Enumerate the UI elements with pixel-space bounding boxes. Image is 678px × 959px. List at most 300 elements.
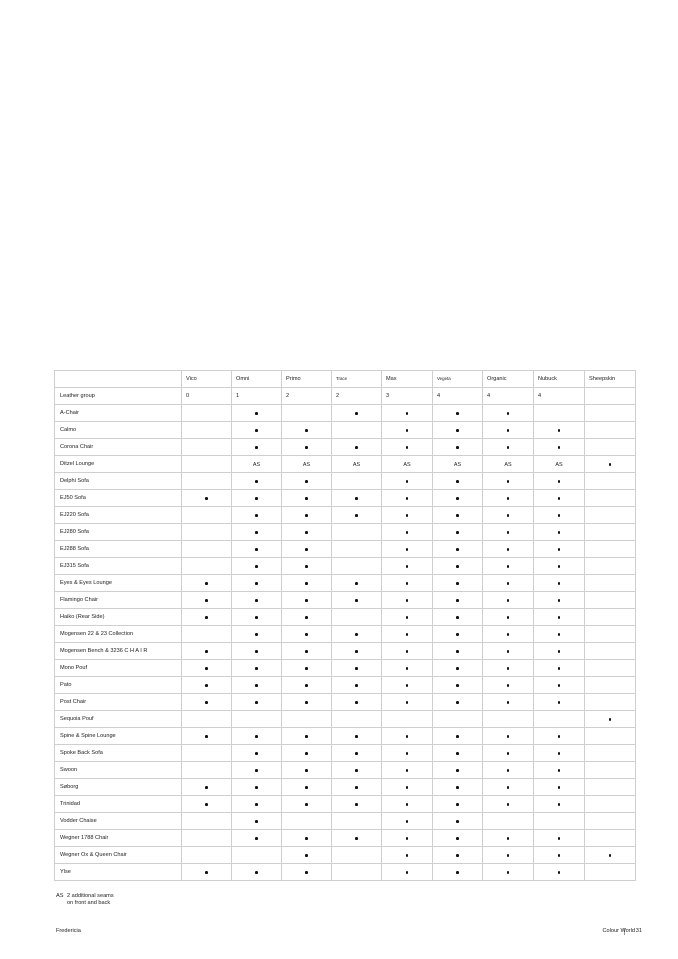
available-dot [507,837,510,840]
available-dot [558,616,561,619]
availability-cell [585,813,636,830]
available-dot [406,531,409,534]
product-name: Eyes & Eyes Lounge [55,575,182,592]
availability-cell [433,660,483,677]
table-row [55,524,636,541]
availability-cell [332,830,382,847]
available-dot [406,480,409,483]
available-dot [255,582,258,585]
availability-cell [182,524,232,541]
available-dot [406,820,409,823]
availability-cell [534,745,585,762]
available-dot [406,786,409,789]
availability-cell [534,626,585,643]
availability-cell [332,541,382,558]
product-name: Haiko (Rear Side) [55,609,182,626]
availability-cell [332,745,382,762]
available-dot [255,633,258,636]
availability-cell [232,558,282,575]
table-row [55,762,636,779]
availability-cell [282,439,332,456]
table-row [55,779,636,796]
available-dot [305,514,308,517]
availability-cell [534,609,585,626]
availability-cell [585,728,636,745]
availability-cell [433,405,483,422]
availability-cell [182,864,232,881]
available-dot [558,735,561,738]
availability-cell [534,456,585,473]
available-dot [305,871,308,874]
available-dot [456,514,459,517]
product-name: Wegner 1788 Chair [55,830,182,847]
column-header: Vico [182,371,232,388]
legend-line-1: 2 additional seams [67,893,114,899]
availability-cell [282,558,332,575]
availability-cell [232,694,282,711]
availability-cell [182,473,232,490]
available-dot [609,854,612,857]
availability-cell [232,779,282,796]
availability-cell [483,558,534,575]
available-dot [507,514,510,517]
available-dot [355,701,358,704]
availability-cell [232,643,282,660]
available-dot [558,701,561,704]
available-dot [558,650,561,653]
availability-cell [483,745,534,762]
available-dot [406,871,409,874]
availability-cell [483,456,534,473]
available-dot [507,803,510,806]
availability-cell [534,422,585,439]
availability-cell [433,677,483,694]
leather-group-label: Leather group [55,388,182,405]
available-dot [255,667,258,670]
availability-cell [585,830,636,847]
available-dot [609,718,612,721]
availability-cell [232,473,282,490]
available-dot [255,616,258,619]
product-name: Ditzel Lounge [55,456,182,473]
available-dot [255,871,258,874]
available-dot [456,803,459,806]
availability-cell [433,609,483,626]
available-dot [355,497,358,500]
leather-group-row [55,388,636,405]
availability-cell [433,490,483,507]
availability-cell [232,575,282,592]
availability-cell [232,405,282,422]
availability-cell [332,779,382,796]
availability-cell [585,558,636,575]
availability-cell [332,796,382,813]
availability-cell [332,694,382,711]
availability-cell [282,813,332,830]
availability-cell [282,677,332,694]
available-dot [507,735,510,738]
availability-cell [585,847,636,864]
availability-cell [182,558,232,575]
available-dot [255,412,258,415]
availability-cell [182,796,232,813]
availability-cell [433,524,483,541]
availability-cell [182,660,232,677]
product-name: Mogensen Bench & 3236 C H A I R [55,643,182,660]
availability-cell [282,541,332,558]
availability-cell [332,864,382,881]
availability-cell [182,575,232,592]
availability-cell [585,779,636,796]
availability-cell [433,830,483,847]
availability-cell [433,473,483,490]
availability-cell [282,660,332,677]
table-row [55,660,636,677]
availability-cell [232,541,282,558]
availability-cell [382,473,433,490]
available-dot [507,582,510,585]
availability-cell [585,745,636,762]
available-dot [255,735,258,738]
availability-cell [585,575,636,592]
available-dot [305,582,308,585]
availability-cell [585,541,636,558]
leather-group-value: 4 [534,388,585,405]
availability-cell [433,847,483,864]
page-number: 31 [635,928,642,934]
available-dot [205,871,208,874]
additional-seams-mark: AS [555,462,563,468]
available-dot [305,599,308,602]
availability-cell [332,473,382,490]
availability-cell [332,575,382,592]
available-dot [558,854,561,857]
available-dot [305,667,308,670]
available-dot [406,446,409,449]
available-dot [456,769,459,772]
available-dot [255,565,258,568]
available-dot [255,769,258,772]
availability-cell [182,677,232,694]
available-dot [355,752,358,755]
availability-cell [534,575,585,592]
available-dot [305,633,308,636]
available-dot [255,650,258,653]
available-dot [406,769,409,772]
availability-cell [282,405,332,422]
table-row [55,745,636,762]
available-dot [507,667,510,670]
availability-cell [534,847,585,864]
available-dot [205,701,208,704]
table-row [55,677,636,694]
availability-cell [483,524,534,541]
table-row [55,609,636,626]
availability-cell [483,541,534,558]
available-dot [255,837,258,840]
availability-cell [182,728,232,745]
table-row [55,456,636,473]
availability-cell [433,626,483,643]
available-dot [355,684,358,687]
availability-cell [534,813,585,830]
availability-cell [332,728,382,745]
availability-cell [382,592,433,609]
availability-cell [382,609,433,626]
available-dot [355,837,358,840]
available-dot [456,429,459,432]
availability-cell [382,422,433,439]
table-row [55,864,636,881]
available-dot [507,497,510,500]
available-dot [406,752,409,755]
available-dot [507,633,510,636]
table-row [55,507,636,524]
available-dot [305,446,308,449]
available-dot [558,531,561,534]
leather-group-value: 2 [282,388,332,405]
product-name: EJ288 Sofa [55,541,182,558]
available-dot [456,633,459,636]
available-dot [456,854,459,857]
additional-seams-mark: AS [403,462,411,468]
table-row [55,796,636,813]
leather-group-value: 3 [382,388,433,405]
availability-cell [232,626,282,643]
available-dot [406,497,409,500]
availability-cell [534,677,585,694]
available-dot [558,786,561,789]
availability-cell [382,575,433,592]
availability-cell [182,439,232,456]
available-dot [355,786,358,789]
column-header: Primo [282,371,332,388]
available-dot [355,514,358,517]
available-dot [255,599,258,602]
available-dot [255,446,258,449]
available-dot [558,769,561,772]
available-dot [507,871,510,874]
availability-cell [585,507,636,524]
availability-cell [332,524,382,541]
availability-cell [232,592,282,609]
column-header: Sheepskin [585,371,636,388]
product-name: A-Chair [55,405,182,422]
availability-cell [232,796,282,813]
additional-seams-mark: AS [302,462,311,468]
available-dot [355,803,358,806]
availability-cell [232,456,282,473]
available-dot [558,837,561,840]
column-header: Trace [332,371,382,388]
available-dot [255,531,258,534]
availability-cell [433,745,483,762]
available-dot [456,837,459,840]
available-dot [406,667,409,670]
availability-cell [232,847,282,864]
available-dot [558,429,561,432]
available-dot [355,735,358,738]
available-dot [558,497,561,500]
availability-cell [534,439,585,456]
availability-cell [585,694,636,711]
availability-cell [182,422,232,439]
table-row [55,847,636,864]
available-dot [305,786,308,789]
available-dot [456,412,459,415]
availability-cell [585,592,636,609]
table-row [55,541,636,558]
availability-cell [433,694,483,711]
available-dot [305,854,308,857]
availability-cell [534,728,585,745]
available-dot [305,616,308,619]
availability-cell [483,864,534,881]
product-name: Spoke Back Sofa [55,745,182,762]
availability-cell [433,813,483,830]
available-dot [205,497,208,500]
availability-cell [232,524,282,541]
availability-cell [182,813,232,830]
availability-cell [382,507,433,524]
availability-cell [585,762,636,779]
availability-cell [433,592,483,609]
available-dot [406,650,409,653]
availability-cell [232,745,282,762]
availability-cell [483,830,534,847]
available-dot [355,667,358,670]
available-dot [406,837,409,840]
column-header: Vegeta [433,371,483,388]
available-dot [558,582,561,585]
availability-cell [585,456,636,473]
availability-cell [433,762,483,779]
available-dot [456,786,459,789]
product-name: Mono Pouf [55,660,182,677]
availability-cell [232,422,282,439]
product-name: Pato [55,677,182,694]
available-dot [558,565,561,568]
table-row [55,813,636,830]
available-dot [558,633,561,636]
availability-cell [332,847,382,864]
availability-cell [534,694,585,711]
availability-cell [534,405,585,422]
availability-cell [585,796,636,813]
available-dot [558,684,561,687]
available-dot [305,548,308,551]
product-name: Søborg [55,779,182,796]
availability-cell [382,660,433,677]
availability-cell [534,643,585,660]
availability-cell [282,728,332,745]
available-dot [558,599,561,602]
available-dot [355,412,358,415]
table-row [55,711,636,728]
available-dot [205,599,208,602]
available-dot [456,735,459,738]
header-corner [55,371,182,388]
availability-cell [232,660,282,677]
product-name: Calmo [55,422,182,439]
available-dot [406,429,409,432]
availability-cell [232,677,282,694]
availability-cell [232,728,282,745]
availability-cell [585,490,636,507]
availability-cell [534,541,585,558]
availability-cell [282,609,332,626]
availability-cell [332,626,382,643]
available-dot [507,599,510,602]
availability-cell [585,677,636,694]
availability-cell [534,473,585,490]
availability-cell [382,456,433,473]
availability-cell [182,626,232,643]
available-dot [205,667,208,670]
leather-group-value: 0 [182,388,232,405]
available-dot [456,446,459,449]
available-dot [456,871,459,874]
available-dot [205,684,208,687]
availability-cell [382,541,433,558]
available-dot [558,514,561,517]
availability-cell [433,558,483,575]
leather-group-value: 4 [483,388,534,405]
availability-cell [232,439,282,456]
availability-cell [282,643,332,660]
available-dot [406,599,409,602]
availability-cell [382,439,433,456]
availability-cell [282,745,332,762]
availability-cell [332,490,382,507]
available-dot [355,599,358,602]
available-dot [305,837,308,840]
availability-cell [382,677,433,694]
available-dot [456,599,459,602]
availability-cell [483,660,534,677]
availability-cell [483,507,534,524]
available-dot [406,548,409,551]
available-dot [406,633,409,636]
legend-description [67,893,114,907]
availability-cell [433,422,483,439]
available-dot [507,480,510,483]
availability-cell [332,592,382,609]
availability-cell [232,490,282,507]
availability-cell [585,439,636,456]
availability-cell [332,643,382,660]
availability-cell [332,456,382,473]
availability-cell [433,796,483,813]
additional-seams-mark: AS [453,462,462,468]
available-dot [255,684,258,687]
available-dot [406,565,409,568]
availability-cell [182,643,232,660]
availability-cell [585,660,636,677]
availability-cell [182,779,232,796]
table-row [55,592,636,609]
available-dot [456,701,459,704]
product-name: EJ280 Sofa [55,524,182,541]
available-dot [456,548,459,551]
product-name: Sequoia Pouf [55,711,182,728]
table-row [55,405,636,422]
availability-cell [332,507,382,524]
available-dot [355,582,358,585]
availability-cell [232,813,282,830]
available-dot [507,412,510,415]
available-dot [255,480,258,483]
